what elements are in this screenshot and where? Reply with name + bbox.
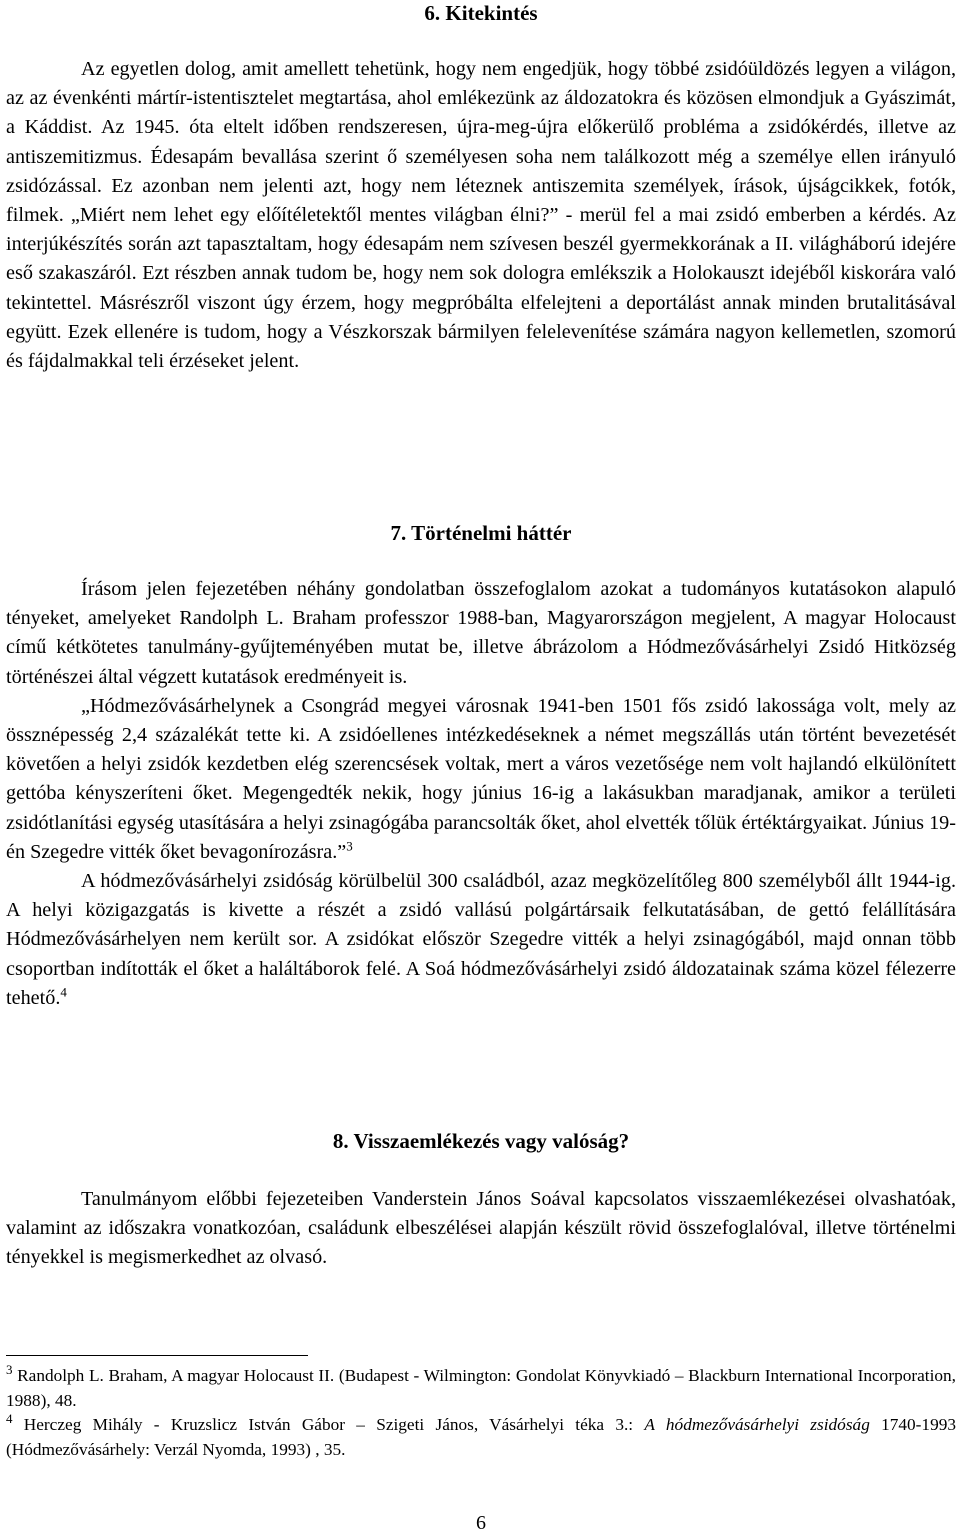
footnote-number: 4: [6, 1411, 13, 1427]
section-body-visszaemlekezes: [6, 1185, 956, 1273]
section-body-kitekintes: [6, 55, 956, 376]
footnote-4: [6, 1413, 956, 1462]
paragraph-text: A hódmezővásárhelyi zsidóság körülbelül 300 családból, azaz megközelítőleg 800 személyből állt 1944-ig. A helyi közigazgatás is kivette a részét a zsidó vallású polgártársaik felkutatásában, de gettó felállítására Hódmezővásárhelyen nem került sor. A zsidókat először Szegedre vitték a helyi zsinagógából, majd onnan több csoportban indították el őket a haláltáborok felé. A Soá hódmezővásárhelyi zsidó áldozatainak száma közel félezerre tehető.: [6, 870, 956, 1009]
footnote-text: 1740-1993 (Hódmezővásárhely: Verzál Nyomda, 1993) , 35.: [6, 1415, 956, 1459]
paragraph: [6, 867, 956, 1013]
footnote-title: A hódmezővásárhelyi zsidóság: [644, 1415, 870, 1434]
footnote-ref[interactable]: 3: [346, 838, 353, 854]
page-number: 6: [476, 1512, 486, 1534]
footnote-ref[interactable]: 4: [60, 984, 67, 1000]
section-heading-kitekintes: 6. Kitekintés: [424, 1, 538, 25]
footnote-text: Randolph L. Braham, A magyar Holocaust II. (Budapest - Wilmington: Gondolat Könyvkiadó – Blackburn International Incorporation, 1988), 48.: [6, 1366, 956, 1410]
paragraph: Tanulmányom előbbi fejezeteiben Vanderstein János Soával kapcsolatos visszaemlékezései olvashatóak, valamint az időszakra vonatkozóan, családunk elbeszélései alapján készült rövid összefoglalóval, illetve történelmi tényekkel is megismerkedhet az olvasó.: [6, 1188, 956, 1269]
paragraph-quote: [6, 692, 956, 867]
footnote-text: Herczeg Mihály - Kruzslicz István Gábor – Szigeti János, Vásárhelyi téka 3.:: [23, 1415, 645, 1434]
quote-text: „Hódmezővásárhelynek a Csongrád megyei városnak 1941-ben 1501 fős zsidó lakossága volt, mely az össznépesség 2,4 százalékát tette ki. A zsidóellenes intézkedéseknek a német megszállás után történt bevezetését követően a helyi zsidók kezdetben elég szerencsések voltak, mert a város vezetősége nem volt hajlandó elkülönített gettóba kényszeríteni őket. Megengedték nekik, hogy június 16-ig a lakásukban maradjanak, amikor a területi zsidótlanítási egység utasítására a helyi zsinagógába parancsolták őket, ahol elvették tőlük értéktárgyaikat. Június 19-én Szegedre vitték őket bevagonírozásra.”: [6, 694, 956, 863]
section-heading-visszaemlekezes: 8. Visszaemlékezés vagy valóság?: [332, 1129, 630, 1153]
paragraph: Írásom jelen fejezetében néhány gondolatban összefoglalom azokat a tudományos kutatásokon alapuló tényeket, amelyeket Randolph L. Braham professzor 1988-ban, Magyarországon megjelent, A magyar Holocaust című kétkötetes tanulmány-gyűjteményében mutat be, illetve ábrázolom a Hódmezővásárhelyi Zsidó Hitközség történészei által végzett kutatások eredményeit is.: [6, 578, 956, 688]
section-heading-tortenelmi-hatter: 7. Történelmi háttér: [390, 521, 572, 545]
section-body-tortenelmi-hatter: [6, 575, 956, 1013]
footnotes: [6, 1364, 956, 1462]
paragraph: Az egyetlen dolog, amit amellett tehetünk, hogy nem engedjük, hogy többé zsidóüldözés legyen a világon, az az évenkénti mártír-istentisztelet megtartása, ahol emlékezünk az áldozatokra és közösen elmondjuk a Gyászimát, a Káddist. Az 1945. óta eltelt időben rendszeresen, újra-meg-újra előkerülő probléma a zsidókérdés, illetve az antiszemitizmus. Édesapám bevallása szerint ő személyesen soha nem találkozott még a személye ellen irányuló zsidózással. Ez azonban nem jelenti azt, hogy nem léteznek antiszemita személyek, írások, újságcikkek, fotók, filmek. „Miért nem lehet egy előítéletektől mentes világban élni?” - merül fel a mai zsidó emberben a kérdés. Az interjúkészítés során azt tapasztaltam, hogy édesapám nem szívesen beszél gyermekkorának a II. világháború idejére eső szakaszáról. Ezt részben annak tudom be, hogy nem sok dologra emlékszik a Holokauszt idejéből kiskorára való tekintettel. Másrészről viszont úgy érzem, hogy megpróbálta elfelejteni a deportálást annak minden brutalitásával együtt. Ezek ellenére is tudom, hogy a Vészkorszak bármilyen felelevenítése számára nagyon kellemetlen, szomorú és fájdalmakkal teli érzéseket jelent.: [6, 58, 956, 373]
footnote-3: [6, 1364, 956, 1413]
footnote-number: 3: [6, 1362, 13, 1378]
footnote-divider: [6, 1355, 308, 1356]
